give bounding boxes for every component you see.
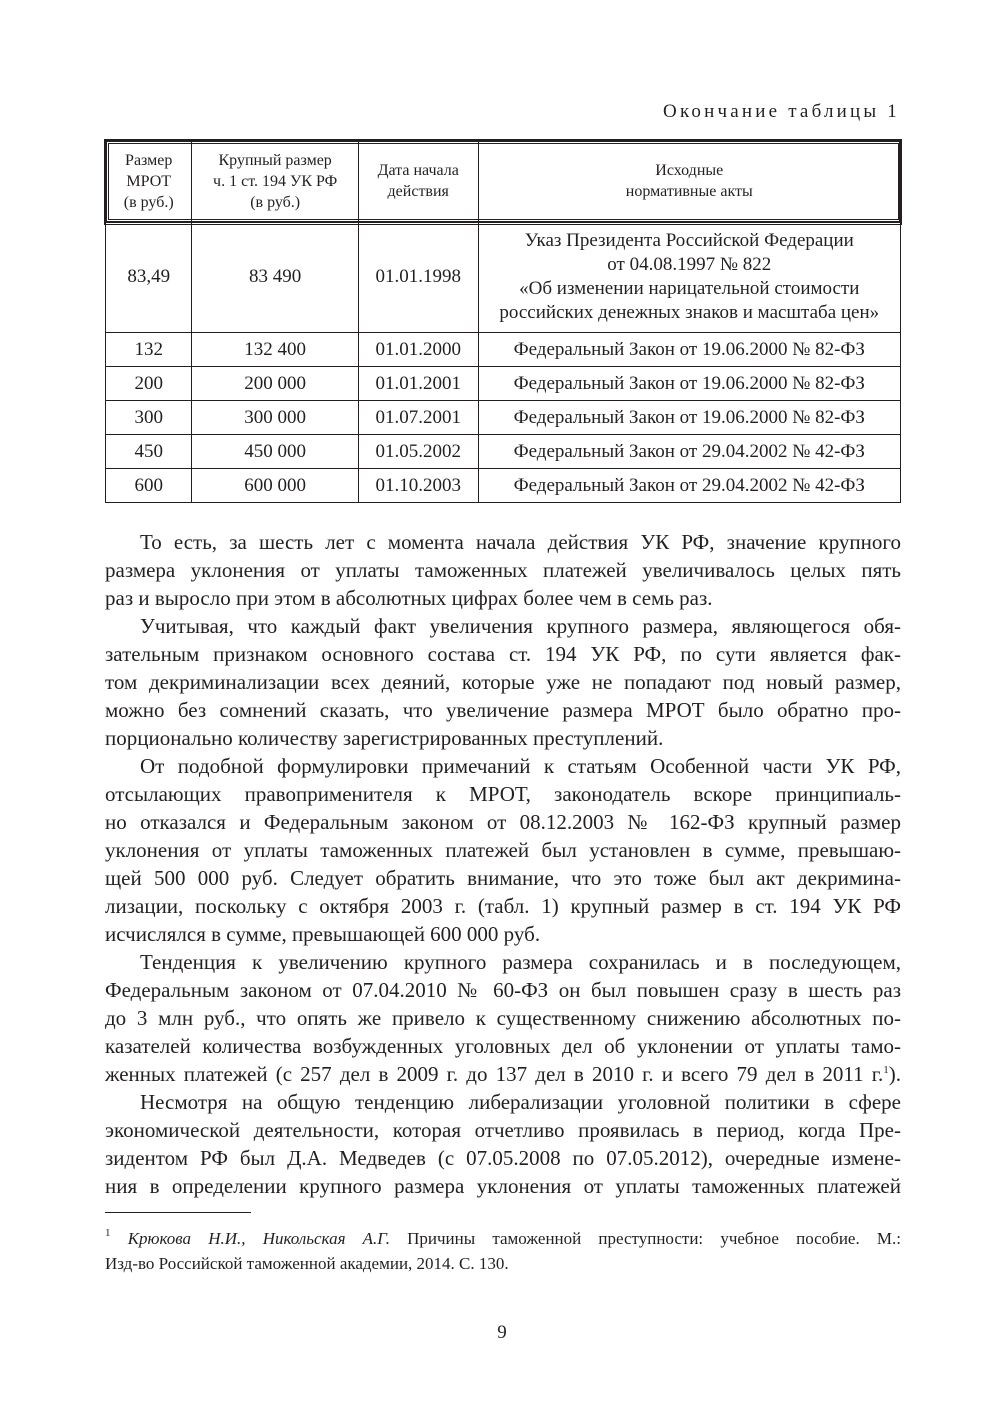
text-line: Тенденция к увеличению крупного размера сохранилась и в последующем, [140, 950, 901, 974]
text-line: раз и выросло при этом в абсолютных цифрах более чем в семь раз. [105, 586, 713, 610]
cell-act [478, 401, 900, 435]
paragraph [105, 528, 901, 612]
header-line: (в руб.) [250, 193, 301, 211]
text-line: до 3 млн руб., что опять же привело к существенному снижению абсолютных по- [105, 1006, 901, 1030]
act-line: Федеральный Закон от 19.06.2000 № 82-ФЗ [513, 338, 865, 360]
column-header [192, 141, 358, 222]
act-line: Федеральный Закон от 29.04.2002 № 42-ФЗ [513, 440, 865, 462]
footnote-separator [105, 1212, 251, 1213]
paragraph [105, 612, 901, 752]
table-row [106, 401, 901, 435]
footnote-title: Причины таможенной преступности: учебное пособие. М.: [389, 1229, 901, 1248]
text-line: зидентом РФ был Д.А. Медведев (с 07.05.2008 по 07.05.2012), очередные измене- [105, 1146, 901, 1170]
cell-act [478, 222, 900, 333]
text-line: можно без сомнений сказать, что увеличение размера МРОТ было обратно про- [105, 698, 901, 722]
text-line: уклонения от уплаты таможенных платежей был установлен в сумме, превышаю- [105, 838, 901, 862]
cell-date: 01.01.2001 [358, 367, 478, 401]
cell-date: 01.10.2003 [358, 469, 478, 503]
footnote-authors: Крюкова Н.И., Никольская А.Г. [127, 1229, 390, 1248]
cell-mrot: 600 [106, 469, 192, 503]
text-line: размера уклонения от уплаты таможенных платежей увеличивалось целых пять [105, 558, 901, 582]
table-row [106, 469, 901, 503]
header-line: Исходные [655, 162, 724, 179]
text-line: зательным признаком основного состава ст. 194 УК РФ, по сути является фак- [105, 642, 901, 666]
header-line: МРОТ [126, 172, 172, 190]
body-text [105, 528, 901, 1200]
text-line: но отказался и Федеральным законом от 08.12.2003 № 162-ФЗ крупный размер [105, 810, 901, 834]
cell-mrot: 300 [106, 401, 192, 435]
text-line: ния в определении крупного размера уклонения от уплаты таможенных платежей [105, 1174, 901, 1198]
cell-size: 132 400 [192, 333, 358, 367]
header-line: Дата начала [377, 162, 459, 179]
act-line: Федеральный Закон от 19.06.2000 № 82-ФЗ [513, 406, 865, 428]
column-header [106, 141, 192, 222]
column-header [358, 141, 478, 222]
cell-date: 01.01.2000 [358, 333, 478, 367]
table-row [106, 222, 901, 333]
header-line: Размер [125, 151, 173, 169]
cell-mrot: 450 [106, 435, 192, 469]
act-line: Федеральный Закон от 19.06.2000 № 82-ФЗ [513, 372, 865, 394]
header-line: нормативные акты [625, 183, 753, 200]
table-row [106, 435, 901, 469]
cell-date: 01.01.1998 [358, 222, 478, 333]
act-line: российских денежных знаков и масштаба цен» [499, 302, 880, 323]
table-caption: Окончание таблицы 1 [663, 101, 900, 122]
text-line: том декриминализации всех деяний, которые уже не попадают под новый размер, [105, 670, 901, 694]
act-line: от 04.08.1997 № 822 [607, 254, 772, 275]
text-line: исчислялся в сумме, превышающей 600 000 руб. [105, 922, 541, 946]
cell-act [478, 367, 900, 401]
cell-date: 01.05.2002 [358, 435, 478, 469]
text-line: Несмотря на общую тенденцию либерализации уголовной политики в сфере [140, 1090, 901, 1114]
cell-size: 600 000 [192, 469, 358, 503]
paragraph [105, 1088, 901, 1200]
cell-mrot: 83,49 [106, 222, 192, 333]
cell-size: 83 490 [192, 222, 358, 333]
table-row [106, 333, 901, 367]
paragraph [105, 948, 901, 1088]
table-row [106, 367, 901, 401]
text-line: Учитывая, что каждый факт увеличения крупного размера, являющегося обя- [140, 614, 901, 638]
cell-mrot: 132 [106, 333, 192, 367]
cell-size: 300 000 [192, 401, 358, 435]
act-line: «Об изменении нарицательной стоимости [519, 278, 860, 299]
footnote-publisher: Изд-во Российской таможенной академии, 2014. С. 130. [105, 1254, 509, 1273]
cell-act [478, 435, 900, 469]
text-line: То есть, за шесть лет с момента начала действия УК РФ, значение крупного [140, 530, 901, 554]
cell-size: 450 000 [192, 435, 358, 469]
page-number: 9 [497, 1322, 507, 1343]
text-line: экономической деятельности, которая отчетливо проявилась в период, когда Пре- [105, 1118, 901, 1142]
text-line: казателей количества возбужденных уголовных дел об уклонении от уплаты тамо- [105, 1034, 901, 1058]
text-line: щей 500 000 руб. Следует обратить внимание, что это тоже был акт декримина- [105, 866, 901, 890]
table-header-row [106, 141, 901, 222]
header-line: Крупный размер [218, 151, 332, 169]
footnote-ref: 1 [883, 1064, 889, 1076]
text-segment: ). [888, 1062, 901, 1086]
cell-act [478, 333, 900, 367]
header-line: ч. 1 ст. 194 УК РФ [213, 172, 338, 190]
paragraph [105, 752, 901, 948]
text-line: От подобной формулировки примечаний к статьям Особенной части УК РФ, [140, 754, 901, 778]
header-line: действия [387, 183, 449, 200]
cell-mrot: 200 [106, 367, 192, 401]
mrot-table [105, 140, 901, 503]
cell-date: 01.07.2001 [358, 401, 478, 435]
text-line: Федеральным законом от 07.04.2010 № 60-ФЗ он был повышен сразу в шесть раз [105, 978, 901, 1002]
column-header [478, 141, 900, 222]
act-line: Федеральный Закон от 29.04.2002 № 42-ФЗ [513, 474, 865, 496]
footnote [105, 1226, 901, 1276]
text-line: лизации, поскольку с октября 2003 г. (табл. 1) крупный размер в ст. 194 УК РФ [105, 894, 901, 918]
text-segment: женных платежей (с 257 дел в 2009 г. до 137 дел в 2010 г. и всего 79 дел в 2011 г. [105, 1062, 884, 1086]
cell-act [478, 469, 900, 503]
footnote-mark: 1 [105, 1227, 111, 1239]
header-line: (в руб.) [123, 193, 174, 211]
act-line: Указ Президента Российской Федерации [524, 230, 854, 251]
text-line: порционально количеству зарегистрированных преступлений. [105, 726, 664, 750]
text-line [105, 1060, 901, 1088]
cell-size: 200 000 [192, 367, 358, 401]
text-line: отсылающих правоприменителя к МРОТ, законодатель вскоре принципиаль- [105, 782, 901, 806]
